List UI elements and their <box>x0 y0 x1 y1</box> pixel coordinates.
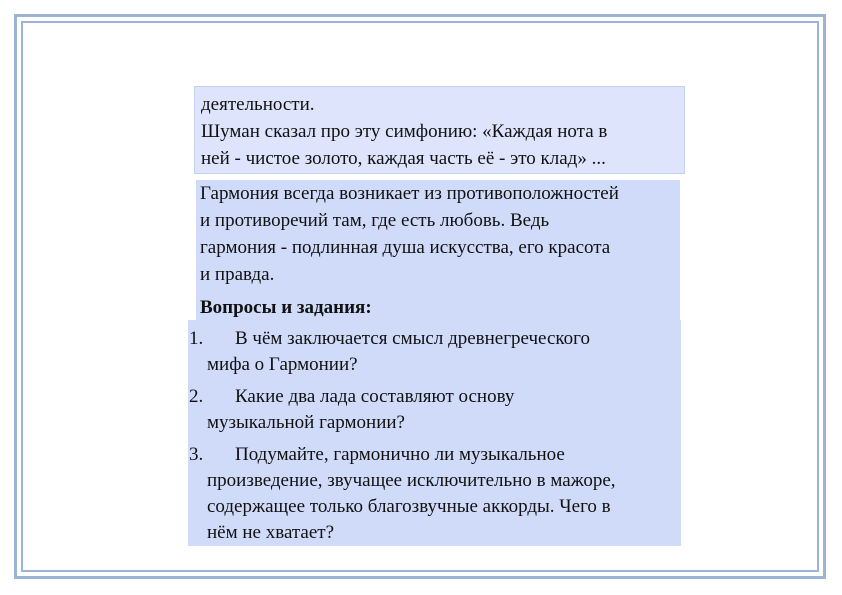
list-text: Какие два лада составляют основу <box>235 386 515 407</box>
list-text: Подумайте, гармонично ли музыкальное <box>235 444 565 465</box>
list-item <box>188 384 668 436</box>
list-text: содержащее только благозвучные аккорды. Чего в <box>207 496 611 517</box>
text-line: ней - чистое золото, каждая часть её - это клад» ... <box>201 148 606 169</box>
list-text: нём не хватает? <box>207 522 335 543</box>
paragraph-line: и противоречий там, где есть любовь. Ведь <box>200 210 550 231</box>
list-text: музыкальной гармонии? <box>207 412 405 433</box>
paragraph-line: Гармония всегда возникает из противоположностей <box>200 183 619 204</box>
list-text: произведение, звучащее исключительно в мажоре, <box>207 470 616 491</box>
paragraph-line: гармония - подлинная душа искусства, его красота <box>200 237 611 258</box>
list-text: В чём заключается смысл древнегреческого <box>235 328 590 349</box>
list-number: 1. <box>189 328 204 349</box>
harmony-text-box <box>196 180 680 320</box>
list-number: 3. <box>189 444 204 465</box>
list-item <box>188 326 668 378</box>
text-line: деятельности. <box>201 94 315 115</box>
list-number: 2. <box>189 386 204 407</box>
quote-text-box <box>194 86 685 174</box>
list-item <box>188 442 668 546</box>
text-line: Шуман сказал про эту симфонию: «Каждая нота в <box>201 121 608 142</box>
list-text: мифа о Гармонии? <box>207 354 358 375</box>
questions-heading: Вопросы и задания: <box>200 297 372 318</box>
paragraph-line: и правда. <box>200 264 275 285</box>
questions-list <box>188 320 681 546</box>
